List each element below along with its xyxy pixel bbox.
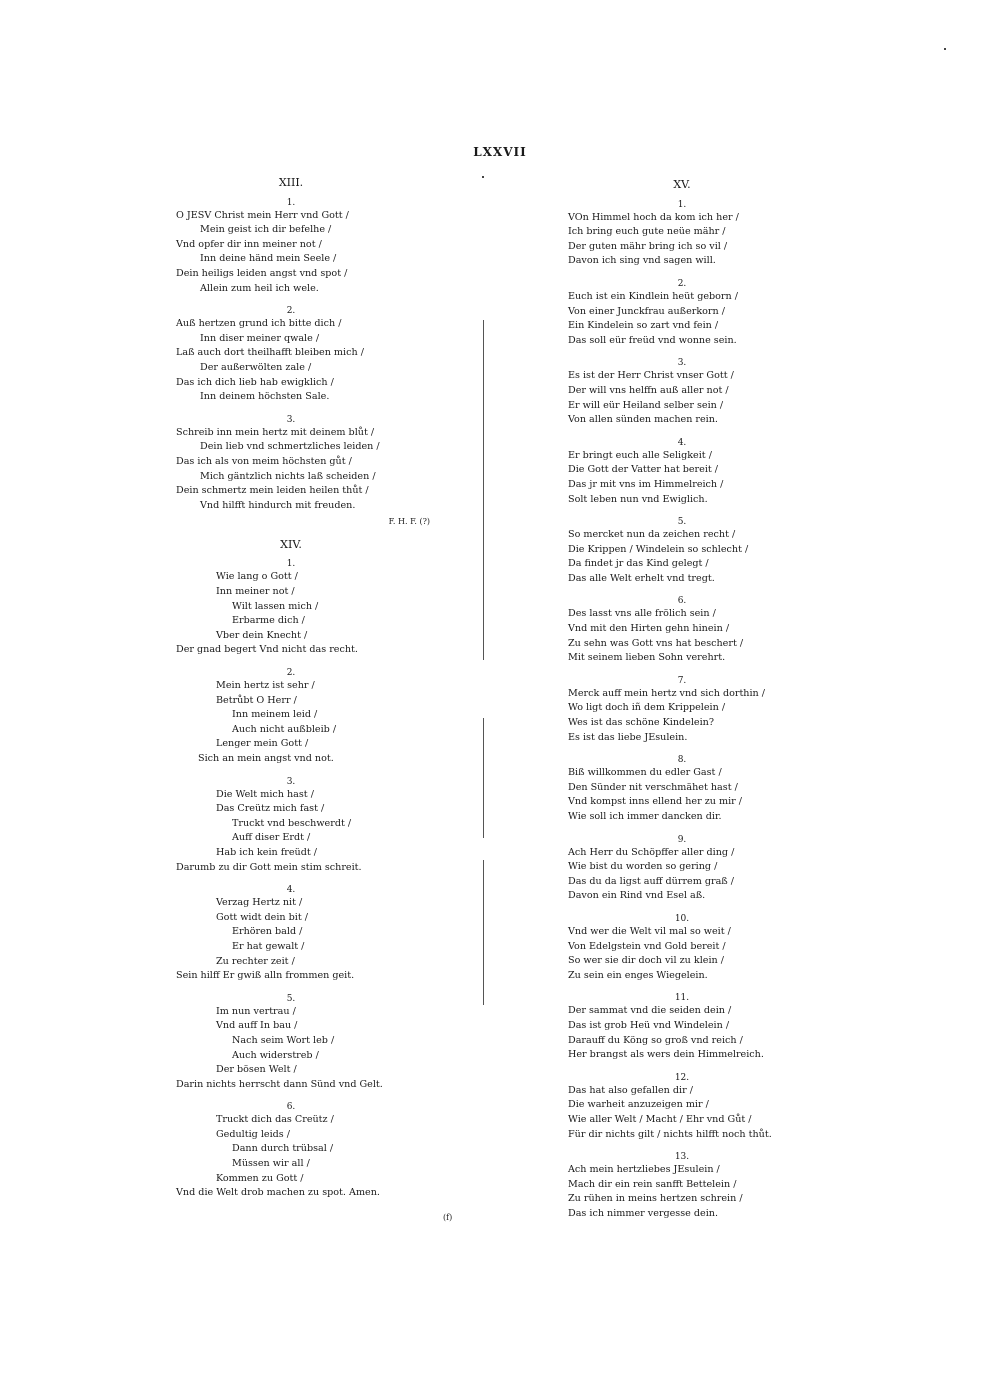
verse-line: Er will eür Heiland selber sein /	[568, 399, 724, 411]
verse-line: Vber dein Knecht /	[216, 629, 308, 641]
verse-line: Merck auff mein hertz vnd sich dorthin /	[568, 687, 766, 699]
verse	[176, 776, 476, 876]
right-column	[568, 178, 818, 1230]
hymn-xv	[568, 178, 818, 1221]
verse-line: Vnd kompst inns ellend her zu mir /	[568, 796, 743, 808]
verse-line: Wes ist das schöne Kindelein?	[568, 717, 714, 729]
verse-line: Schreib inn mein hertz mit deinem blůt /	[176, 426, 375, 438]
verse-line: So mercket nun da zeichen recht /	[568, 529, 736, 541]
verse-line: Mein hertz ist sehr /	[216, 680, 315, 692]
verse-line: Im nun vertrau /	[216, 1005, 296, 1017]
verse-number: 11.	[674, 993, 690, 1004]
verse-line: So wer sie dir doch vil zu klein /	[568, 955, 724, 967]
hymn-title: XIII.	[278, 176, 304, 189]
page-number-header: LXXVII	[473, 145, 527, 159]
verse	[568, 1072, 818, 1142]
verse-number: 2.	[286, 668, 296, 679]
verse-line: Des lasst vns alle frölich sein /	[568, 608, 716, 620]
verse-line: Vnd opfer dir inn meiner not /	[176, 238, 322, 250]
verse-line: Zu sein ein enges Wiegelein.	[568, 969, 708, 981]
verse-line: Dein heiligs leiden angst vnd spot /	[176, 267, 348, 279]
verse-line: Allein zum heil ich wele.	[200, 282, 319, 294]
verse-line: Mach dir ein rein sanfft Bettelein /	[568, 1178, 737, 1190]
verse-line: Erbarme dich /	[232, 615, 305, 627]
verse	[568, 516, 818, 586]
verse-line: Betrůbt O Herr /	[216, 694, 297, 706]
verse-line: Verzag Hertz nit /	[216, 897, 303, 909]
hymn-title: XIV.	[280, 537, 302, 551]
verse-line: Dann durch trübsal /	[232, 1143, 334, 1155]
verse	[568, 199, 818, 269]
verse-line: Vnd auff In bau /	[216, 1020, 298, 1032]
verse-line: Der sammat vnd die seiden dein /	[568, 1005, 732, 1017]
verse-line: Wie aller Welt / Macht / Ehr vnd Gůt /	[568, 1113, 752, 1125]
verse	[568, 595, 818, 665]
verse-number: 3.	[286, 414, 296, 425]
hymn-xiii	[176, 176, 476, 530]
verse-number: 13.	[674, 1152, 690, 1163]
verse-line: Truckt dich das Creütz /	[216, 1114, 334, 1126]
verse-line: Mein geist ich dir befelhe /	[200, 224, 332, 236]
verse-line: Kommen zu Gott /	[216, 1172, 304, 1184]
verse	[568, 1151, 818, 1221]
column-rule	[483, 320, 484, 660]
hymn-xiv	[176, 538, 476, 1201]
verse-line: Von einer Junckfrau außerkorn /	[568, 305, 725, 317]
verse-line: Die Welt mich hast /	[216, 788, 314, 800]
speck-mark	[482, 176, 484, 178]
verse-line: Wie bist du worden so gering /	[568, 861, 718, 873]
verse-line: Die warheit anzuzeigen mir /	[568, 1099, 709, 1111]
column-rule	[483, 718, 484, 838]
verse-line: Das ich nimmer vergesse dein.	[568, 1207, 719, 1219]
verse-line: Truckt vnd beschwerdt /	[232, 817, 352, 829]
verse-line: Müssen wir all /	[232, 1158, 310, 1170]
verse-line: Biß willkommen du edler Gast /	[568, 767, 722, 779]
verse-number: 2.	[286, 306, 296, 317]
verse	[568, 278, 818, 348]
verse-number: 2.	[677, 278, 687, 289]
verse	[176, 1101, 476, 1201]
verse	[176, 414, 476, 514]
verse-line: Wie lang o Gott /	[216, 571, 298, 583]
verse-line: Mich gäntzlich nichts laß scheiden /	[200, 470, 376, 482]
verse-number: 3.	[286, 776, 296, 787]
verse-line: Auß hertzen grund ich bitte dich /	[176, 318, 342, 330]
verse-line: Wo ligt doch iñ dem Krippelein /	[568, 702, 726, 714]
verse-line: Es ist das liebe JEsulein.	[568, 731, 688, 743]
verse	[176, 558, 476, 658]
verse-line: Davon ich sing vnd sagen will.	[568, 255, 716, 267]
verse-line: Erhören bald /	[232, 926, 303, 938]
verse-line: Die Gott der Vatter hat bereit /	[568, 464, 719, 476]
verse	[176, 993, 476, 1093]
verse-line: Darumb zu dir Gott mein stim schreit.	[176, 861, 362, 873]
verse-line: Solt leben nun vnd Ewiglich.	[568, 493, 708, 505]
hymn-title: XV.	[673, 178, 691, 191]
verse-number: 3.	[677, 358, 687, 369]
verse-line: Er hat gewalt /	[232, 940, 305, 952]
verse-number: 5.	[677, 517, 687, 528]
verse-line: Das ist grob Heü vnd Windelein /	[568, 1019, 730, 1031]
verse-line: Da findet jr das Kind gelegt /	[568, 558, 709, 570]
verse	[568, 754, 818, 824]
verse-number: 1.	[286, 197, 296, 208]
verse-line: Darin nichts herrscht dann Sünd vnd Gelt.	[176, 1078, 383, 1090]
verse-number: 12.	[674, 1072, 690, 1083]
verse-line: Von allen sünden machen rein.	[568, 414, 718, 426]
verse-line: Wie soll ich immer dancken dir.	[568, 811, 722, 822]
verse-line: Von Edelgstein vnd Gold bereit /	[568, 940, 726, 952]
verse-line: Euch ist ein Kindlein heüt geborn /	[568, 290, 738, 302]
verse-line: Mit seinem lieben Sohn verehrt.	[568, 652, 726, 664]
verse	[568, 992, 818, 1062]
verse-line: Nach seim Wort leb /	[232, 1034, 335, 1046]
verse-line: Zu rechter zeit /	[216, 955, 295, 967]
verse-line: Inn deine händ mein Seele /	[200, 253, 337, 265]
verse-line: O JESV Christ mein Herr vnd Gott /	[176, 209, 349, 221]
verse-line: Das hat also gefallen dir /	[568, 1084, 693, 1096]
verse-line: Auch widerstreb /	[232, 1049, 319, 1061]
verse-line: Hab ich kein freüdt /	[216, 846, 318, 858]
verse-number: 6.	[286, 1102, 296, 1113]
verse-line: Vnd die Welt drob machen zu spot. Amen.	[176, 1187, 380, 1199]
speck-mark	[944, 48, 946, 50]
author-attribution: F. H. F. (?)	[388, 517, 430, 527]
verse-line: Der will vns helffn auß aller not /	[568, 384, 729, 396]
verse	[176, 667, 476, 767]
verse-number: 4.	[286, 885, 296, 896]
verse-line: Gott widt dein bit /	[216, 911, 308, 923]
verse-line: Das du da ligst auff dürrem graß /	[568, 875, 734, 887]
verse-line: Das ich als von meim höchsten gůt /	[176, 455, 352, 467]
verse-line: Zu sehn was Gott vns hat beschert /	[568, 637, 744, 649]
verse-line: Inn diser meiner qwale /	[200, 332, 320, 344]
verse-line: Die Krippen / Windelein so schlecht /	[568, 543, 749, 555]
verse-line: Inn meinem leid /	[232, 709, 318, 721]
verse-number: 9.	[677, 834, 687, 845]
verse-line: Gedultig leids /	[216, 1128, 291, 1140]
verse	[176, 884, 476, 984]
verse-line: Ach mein hertzliebes JEsulein /	[568, 1164, 720, 1176]
verse-line: Auff diser Erdt /	[232, 832, 311, 844]
verse-line: Sein hilff Er gwiß alln frommen geit.	[176, 970, 355, 982]
verse-line: Dein lieb vnd schmertzliches leiden /	[200, 441, 380, 453]
verse-line: Inn meiner not /	[216, 586, 295, 598]
verse-line: Das ich dich lieb hab ewigklich /	[176, 376, 334, 388]
verse-line: Das jr mit vns im Himmelreich /	[568, 478, 724, 490]
verse	[568, 675, 818, 745]
verse-line: Der bösen Welt /	[216, 1064, 297, 1076]
page-footer-mark: (f)	[443, 1213, 453, 1222]
verse-number: 1.	[677, 199, 687, 210]
verse-line: Auch nicht außbleib /	[232, 723, 337, 735]
verse-line: Darauff du Köng so groß vnd reich /	[568, 1034, 743, 1046]
verse-number: 10.	[674, 913, 690, 924]
verse-line: Das alle Welt erhelt vnd tregt.	[568, 572, 715, 584]
verse-line: Das Creütz mich fast /	[216, 803, 325, 815]
verse	[568, 357, 818, 427]
verse	[568, 834, 818, 904]
verse-number: 8.	[677, 755, 687, 766]
verse-line: Der außerwölten zale /	[200, 361, 312, 373]
left-column	[176, 176, 476, 1210]
verse-line: Lenger mein Gott /	[216, 738, 309, 750]
verse-line: Ach Herr du Schöpffer aller ding /	[568, 846, 735, 858]
verse	[568, 913, 818, 983]
verse-number: 4.	[677, 437, 687, 448]
verse-line: Es ist der Herr Christ vnser Gott /	[568, 370, 734, 382]
verse-line: Der gnad begert Vnd nicht das recht.	[176, 644, 358, 656]
verse-line: Vnd wer die Welt vil mal so weit /	[568, 925, 731, 937]
verse-line: Ich bring euch gute neüe mähr /	[568, 226, 726, 238]
verse-line: VOn Himmel hoch da kom ich her /	[568, 211, 739, 223]
verse-line: Sich an mein angst vnd not.	[198, 753, 334, 764]
verse-line: Vnd mit den Hirten gehn hinein /	[568, 623, 730, 635]
verse-line: Laß auch dort theilhafft bleiben mich /	[176, 347, 364, 359]
verse-line: Den Sünder nit verschmähet hast /	[568, 781, 738, 793]
column-rule	[483, 860, 484, 1005]
verse-line: Für dir nichts gilt / nichts hilfft noch thůt.	[568, 1128, 772, 1140]
verse-line: Das soll eür freüd vnd wonne sein.	[568, 334, 737, 346]
verse-line: Inn deinem höchsten Sale.	[200, 391, 330, 403]
verse-line: Er bringt euch alle Seligkeit /	[568, 449, 712, 461]
verse-number: 1.	[286, 559, 296, 570]
verse-line: Ein Kindelein so zart vnd fein /	[568, 320, 719, 332]
verse-number: 6.	[677, 596, 687, 607]
verse	[568, 437, 818, 507]
verse	[176, 305, 476, 405]
verse-line: Der guten mähr bring ich so vil /	[568, 240, 728, 252]
verse	[176, 197, 476, 297]
verse-number: 5.	[286, 993, 296, 1004]
verse-line: Davon ein Rind vnd Esel aß.	[568, 890, 706, 902]
verse-line: Vnd hilfft hindurch mit freuden.	[200, 499, 356, 511]
verse-number: 7.	[677, 675, 687, 686]
verse-line: Zu rühen in meins hertzen schrein /	[568, 1193, 743, 1205]
verse-line: Dein schmertz mein leiden heilen thůt /	[176, 485, 369, 497]
verse-line: Her brangst als wers dein Himmelreich.	[568, 1049, 764, 1061]
verse-line: Wilt lassen mich /	[232, 600, 319, 612]
